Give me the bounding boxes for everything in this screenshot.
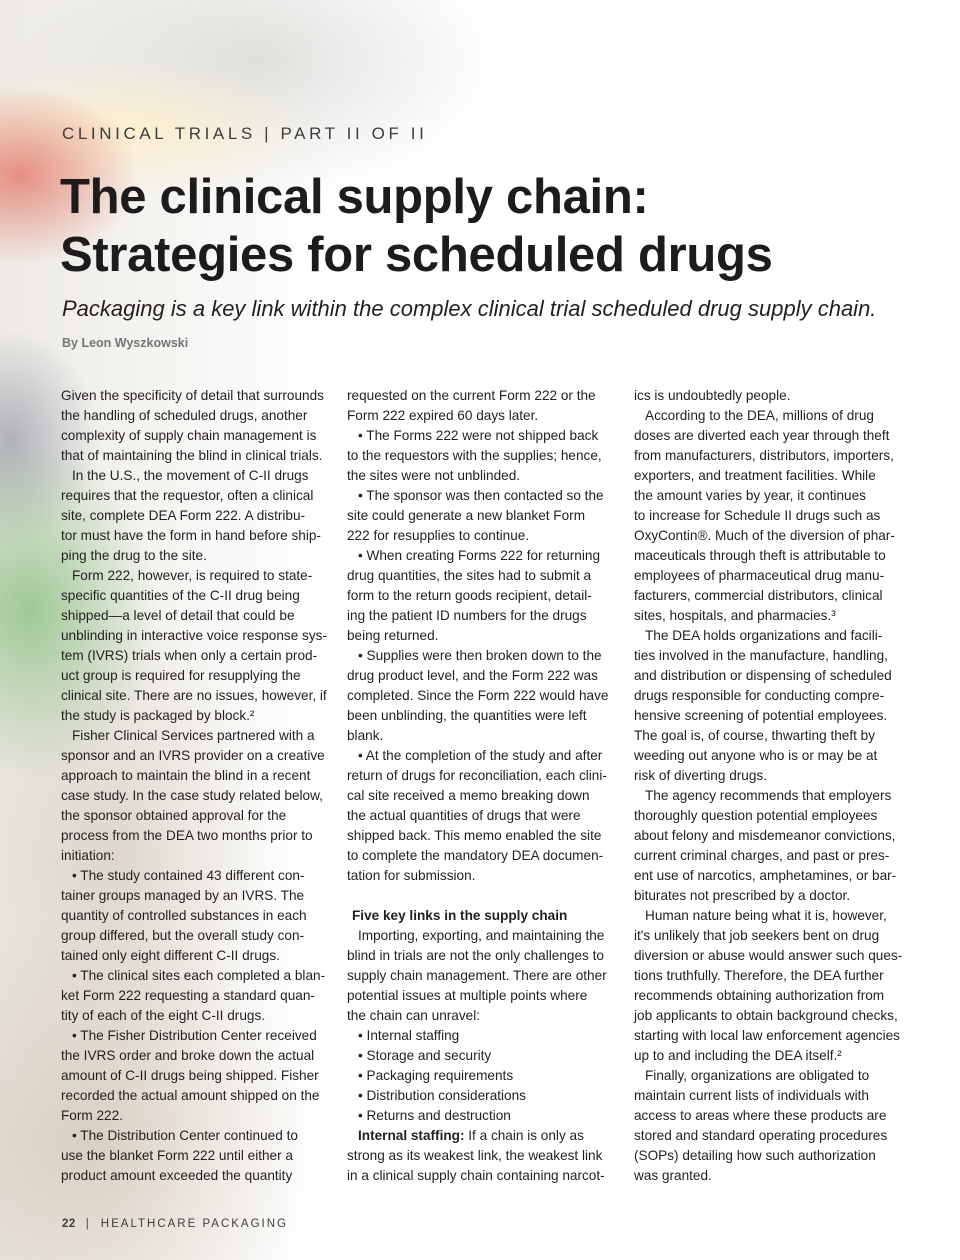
body-line: tained only eight different C-II drugs. (61, 948, 280, 963)
page-footer (62, 1218, 288, 1230)
body-line: tation for submission. (347, 868, 476, 883)
body-line: The DEA holds organizations and facili- (645, 628, 883, 643)
body-line: to the requestors with the supplies; hence, (347, 448, 602, 463)
bullet-line: • Packaging requirements (358, 1068, 514, 1083)
body-line: tor must have the form in hand before ship- (61, 528, 321, 543)
bullet-line: • The clinical sites each completed a blan- (72, 968, 326, 983)
bullet-line: • The sponsor was then contacted so the (358, 488, 604, 503)
body-line: risk of diverting drugs. (634, 768, 767, 783)
body-line: quantity of controlled substances in each (61, 908, 307, 923)
footer-separator: | (85, 1218, 91, 1230)
body-line: tity of each of the eight C-II drugs. (61, 1008, 266, 1023)
body-line: return of drugs for reconciliation, each clini- (347, 768, 607, 783)
body-line: sites, hospitals, and pharmacies.³ (634, 608, 836, 623)
byline: By Leon Wyszkowski (62, 336, 189, 350)
body-line: drug product level, and the Form 222 was (347, 668, 598, 683)
body-line: hensive screening of potential employees. (634, 708, 888, 723)
body-line: uct group is required for resupplying the (61, 668, 301, 683)
text-column-1 (61, 386, 333, 1186)
body-line: maintain current lists of individuals with (634, 1088, 869, 1103)
bullet-line: • At the completion of the study and after (358, 748, 603, 763)
body-line: Fisher Clinical Services partnered with a (72, 728, 315, 743)
bullet-line: • The Distribution Center continued to (72, 1128, 298, 1143)
body-line: job applicants to obtain background checks, (634, 1008, 898, 1023)
spacer-line (347, 886, 619, 906)
page-number: 22 (62, 1218, 76, 1230)
body-line: about felony and misdemeanor convictions, (634, 828, 896, 843)
bullet-line: • Storage and security (358, 1048, 492, 1063)
bullet-line: • Distribution considerations (358, 1088, 526, 1103)
section-heading: Five key links in the supply chain (352, 908, 568, 923)
bullet-line: • Internal staffing (358, 1028, 460, 1043)
bullet-line: • The study contained 43 different con- (72, 868, 305, 883)
body-line: in a clinical supply chain containing narcot- (347, 1168, 605, 1183)
body-line: recorded the actual amount shipped on the (61, 1088, 320, 1103)
body-line: doses are diverted each year through theft (634, 428, 890, 443)
body-line: strong as its weakest link, the weakest link (347, 1148, 603, 1163)
body-line: to complete the mandatory DEA documen- (347, 848, 604, 863)
body-line: drug quantities, the sites had to submit a (347, 568, 592, 583)
text-column-3 (634, 386, 906, 1186)
body-line: group differed, but the overall study con- (61, 928, 305, 943)
body-line: employees of pharmaceutical drug manu- (634, 568, 885, 583)
body-line: completed. Since the Form 222 would have (347, 688, 609, 703)
body-line: form to the return goods recipient, detail- (347, 588, 592, 603)
body-line: site could generate a new blanket Form (347, 508, 586, 523)
body-line: the handling of scheduled drugs, another (61, 408, 308, 423)
body-line: blind in trials are not the only challenges to (347, 948, 604, 963)
body-line: (SOPs) detailing how such authorization (634, 1148, 876, 1163)
body-line: requested on the current Form 222 or the (347, 388, 596, 403)
body-line: facturers, commercial distributors, clinical (634, 588, 883, 603)
body-line: Human nature being what it is, however, (645, 908, 887, 923)
run-in-paragraph (347, 1126, 619, 1146)
body-line: the chain can unravel: (347, 1008, 481, 1023)
body-line: ics is undoubtedly people. (634, 388, 791, 403)
body-line: starting with local law enforcement agencies (634, 1028, 900, 1043)
body-line: to increase for Schedule II drugs such as (634, 508, 881, 523)
body-line: ties involved in the manufacture, handling, (634, 648, 888, 663)
body-line: being returned. (347, 628, 439, 643)
body-line: shipped—a level of detail that could be (61, 608, 295, 623)
body-line: from manufacturers, distributors, importers, (634, 448, 894, 463)
body-line: Form 222 expired 60 days later. (347, 408, 539, 423)
body-line: ing the patient ID numbers for the drugs (347, 608, 587, 623)
body-line: According to the DEA, millions of drug (645, 408, 874, 423)
body-line: exporters, and treatment facilities. While (634, 468, 876, 483)
body-line: the sponsor obtained approval for the (61, 808, 287, 823)
body-line: current criminal charges, and past or pres- (634, 848, 890, 863)
body-line: tainer groups managed by an IVRS. The (61, 888, 305, 903)
section-kicker: CLINICAL TRIALS | PART II OF II (62, 124, 428, 143)
bullet-line: • When creating Forms 222 for returning (358, 548, 600, 563)
body-line: process from the DEA two months prior to (61, 828, 313, 843)
body-line: supply chain management. There are other (347, 968, 607, 983)
body-line: The goal is, of course, thwarting theft by (634, 728, 876, 743)
body-line: blank. (347, 728, 384, 743)
body-line: the amount varies by year, it continues (634, 488, 866, 503)
body-line: ket Form 222 requesting a standard quan- (61, 988, 315, 1003)
body-line: product amount exceeded the quantity (61, 1168, 293, 1183)
body-line: Form 222, however, is required to state- (72, 568, 313, 583)
title-line-1: The clinical supply chain: (60, 170, 649, 224)
run-in-heading: Internal staffing: (358, 1128, 465, 1143)
bullet-line: • Returns and destruction (358, 1108, 511, 1123)
body-line: weeding out anyone who is or may be at (634, 748, 878, 763)
body-line: The agency recommends that employers (645, 788, 892, 803)
body-line: maceuticals through theft is attributable to (634, 548, 886, 563)
title-line-2: Strategies for scheduled drugs (60, 228, 773, 282)
body-line: 222 for resupplies to continue. (347, 528, 530, 543)
body-line: approach to maintain the blind in a recent (61, 768, 311, 783)
body-line: complexity of supply chain management is (61, 428, 317, 443)
article-deck: Packaging is a key link within the complex clinical trial scheduled drug supply chain. (62, 296, 877, 321)
bullet-line: • The Forms 222 were not shipped back (358, 428, 599, 443)
body-line: Finally, organizations are obligated to (645, 1068, 870, 1083)
body-line: requires that the requestor, often a clinical (61, 488, 314, 503)
body-line: unblinding in interactive voice response sys- (61, 628, 327, 643)
body-line: cal site received a memo breaking down (347, 788, 590, 803)
body-line: specific quantities of the C-II drug being (61, 588, 300, 603)
body-line: sponsor and an IVRS provider on a creative (61, 748, 325, 763)
bullet-line: • The Fisher Distribution Center received (72, 1028, 317, 1043)
publication-name: HEALTHCARE PACKAGING (100, 1218, 288, 1230)
body-line: In the U.S., the movement of C-II drugs (72, 468, 309, 483)
body-line: case study. In the case study related below, (61, 788, 323, 803)
body-line: stored and standard operating procedures (634, 1128, 888, 1143)
body-line: ping the drug to the site. (61, 548, 207, 563)
body-line: that of maintaining the blind in clinical trials. (61, 448, 323, 463)
text-column-2 (347, 386, 619, 1186)
body-line: clinical site. There are no issues, however, if (61, 688, 327, 703)
body-line: shipped back. This memo enabled the site (347, 828, 602, 843)
body-line: the actual quantities of drugs that were (347, 808, 581, 823)
body-line: was granted. (634, 1168, 712, 1183)
body-line: recommends obtaining authorization from (634, 988, 885, 1003)
body-line: Form 222. (61, 1108, 123, 1123)
body-line: biturates not prescribed by a doctor. (634, 888, 851, 903)
body-line: tions truthfully. Therefore, the DEA further (634, 968, 884, 983)
body-line: the study is packaged by block.² (61, 708, 255, 723)
body-line: drugs responsible for conducting compre- (634, 688, 885, 703)
body-line: initiation: (61, 848, 115, 863)
bullet-line: • Supplies were then broken down to the (358, 648, 602, 663)
body-line: Given the specificity of detail that surrounds (61, 388, 324, 403)
body-line: use the blanket Form 222 until either a (61, 1148, 293, 1163)
body-line: OxyContin®. Much of the diversion of phar- (634, 528, 895, 543)
body-line: and distribution or dispensing of scheduled (634, 668, 892, 683)
body-line: the sites were not unblinded. (347, 468, 521, 483)
body-line: ent use of narcotics, amphetamines, or bar- (634, 868, 897, 883)
body-line: up to and including the DEA itself.² (634, 1048, 842, 1063)
body-line: diversion or abuse would answer such ques- (634, 948, 903, 963)
body-line: tem (IVRS) trials when only a certain prod- (61, 648, 318, 663)
article-title (60, 168, 920, 284)
body-line: potential issues at multiple points where (347, 988, 588, 1003)
run-in-text: If a chain is only as (464, 1128, 584, 1143)
body-line: access to areas where these products are (634, 1108, 887, 1123)
body-line: it's unlikely that job seekers bent on drug (634, 928, 880, 943)
body-line: Importing, exporting, and maintaining the (358, 928, 605, 943)
body-line: site, complete DEA Form 222. A distribu- (61, 508, 306, 523)
body-line: thoroughly question potential employees (634, 808, 878, 823)
body-line: amount of C-II drugs being shipped. Fisher (61, 1068, 319, 1083)
body-line: been unblinding, the quantities were left (347, 708, 587, 723)
body-line: the IVRS order and broke down the actual (61, 1048, 315, 1063)
